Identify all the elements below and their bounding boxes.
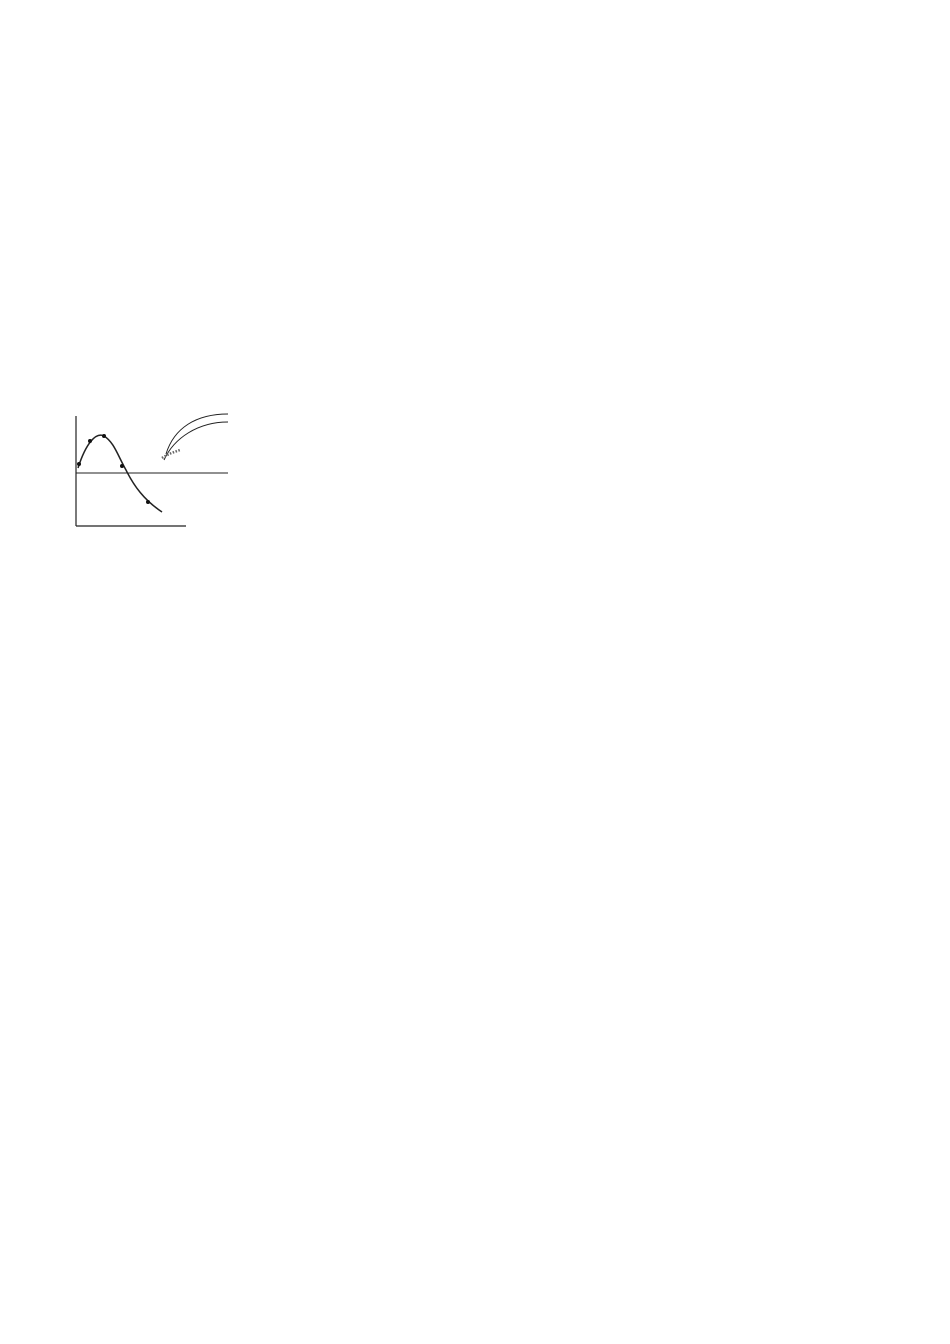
auxin-concentration-figure (46, 408, 306, 552)
point-c (120, 464, 124, 468)
point-f (77, 462, 81, 466)
root-outline-top (166, 414, 228, 454)
root-outline-bottom (164, 422, 228, 460)
point-d (146, 500, 150, 504)
point-e (88, 439, 92, 443)
root-tip-shading (162, 450, 180, 458)
point-a (102, 434, 106, 438)
growth-curve (78, 435, 162, 512)
